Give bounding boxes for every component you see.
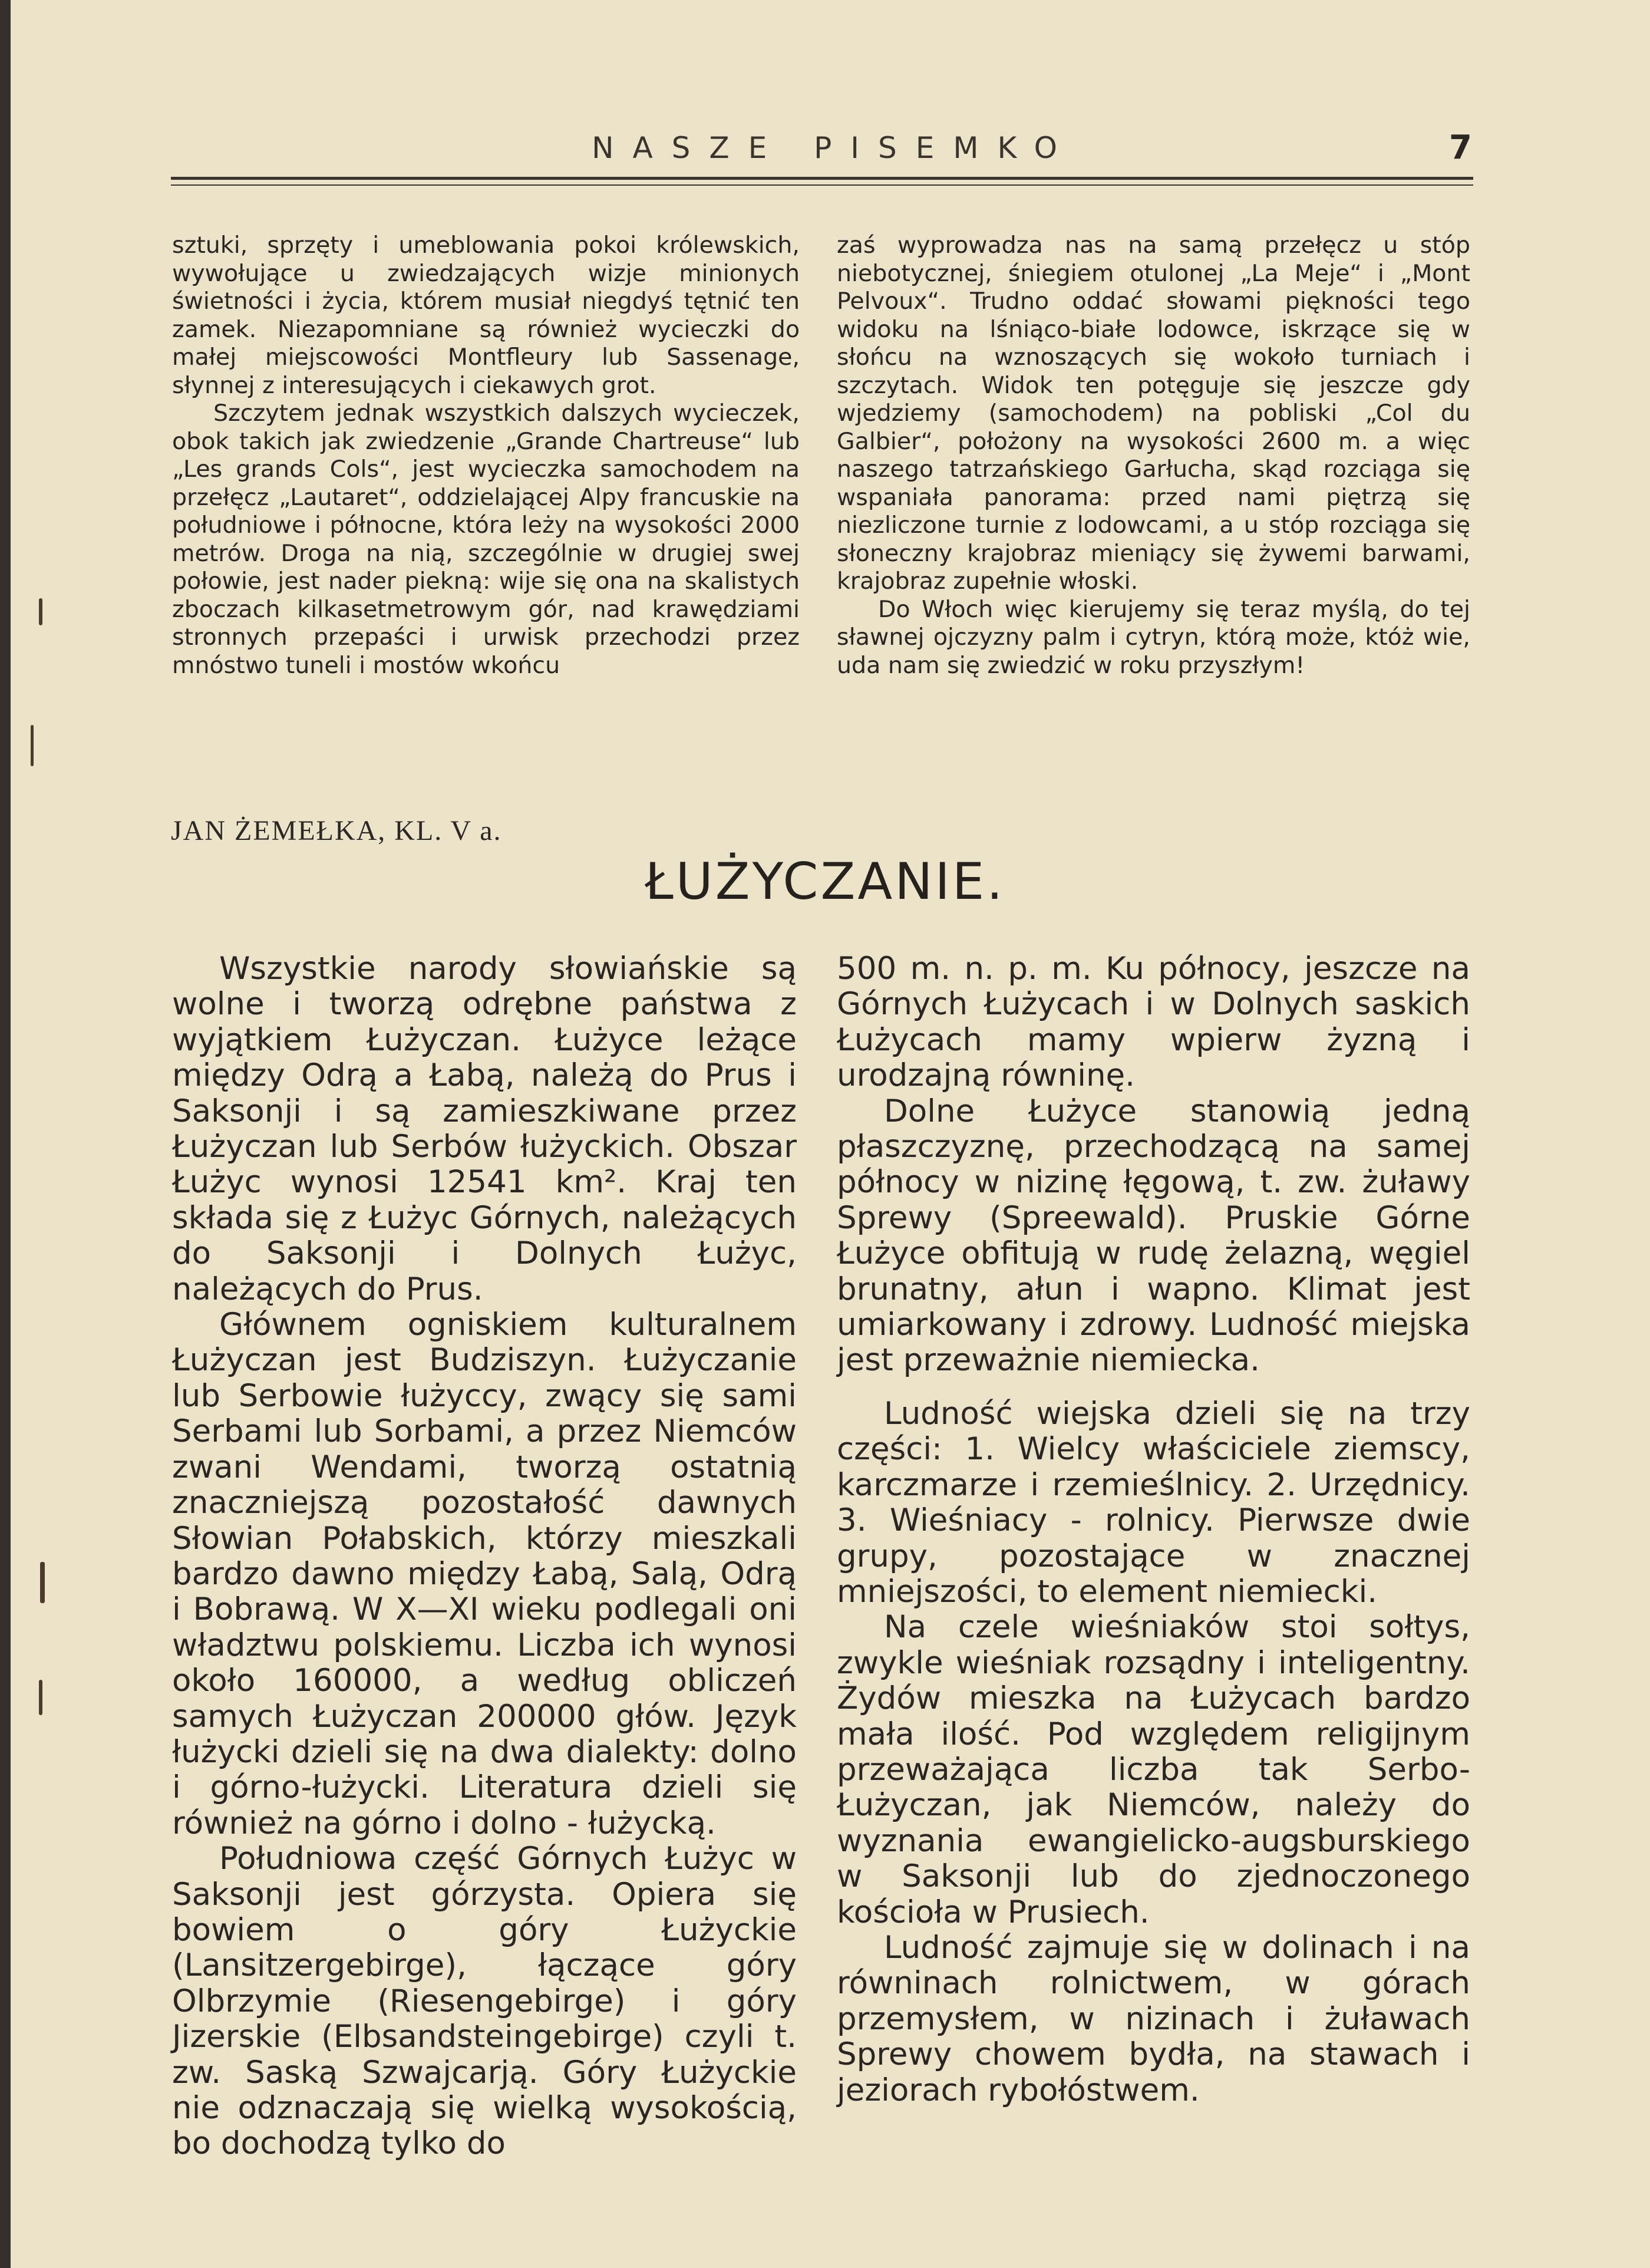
journal-title: NASZE PISEMKO: [592, 131, 1076, 165]
article-byline: JAN ŻEMEŁKA, KL. V a.: [171, 815, 502, 846]
paragraph: Głównem ogniskiem kulturalnem Łużyczan jest Budziszyn. Łużyczanie lub Serbowie łużyccy, zwący się sami Serbami lub Sorbami, a przez Niemców zwani Wendami, tworzą ostatnią znaczniejszą pozostałość dawnych Słowian Połabskich, którzy mieszkali bardzo dawno między Łabą, Salą, Odrą i Bobrawą. W X—XI wieku podlegali oni władztwu polskiemu. Liczba ich wynosi około 160000, a według obliczeń samych Łużyczan 200000 głów. Język łużycki dzieli się na dwa dialekty: dolno i górno-łużycki. Literatura dzieli się również na górno i dolno - łużycką.: [172, 1307, 797, 1841]
top-right-column: [837, 232, 1470, 680]
paragraph: Ludność wiejska dzieli się na trzy części: 1. Wielcy właściciele ziemscy, karczmarze i rzemieślnicy. 2. Urzędnicy. 3. Wieśniacy - rolnicy. Pierwsze dwie grupy, pozostające w znacznej mniejszości, to element niemiecki.: [837, 1395, 1470, 1610]
paragraph: Ludność zajmuje się w dolinach i na równinach rolnictwem, w górach przemysłem, w nizinach i żuławach Sprewy chowem bydła, na stawach i jeziorach rybołóstwem.: [837, 1929, 1470, 2108]
page-number: 7: [1449, 128, 1472, 167]
paragraph: zaś wyprowadza nas na samą przełęcz u stóp niebotycznej, śniegiem otulonej „La Meje“ i „Mont Pelvoux“. Trudno oddać słowami piękności tego widoku na lśniąco-białe lodowce, iskrzące się w słońcu na wznoszących się wokoło turniach i szczytach. Widok ten potęguje się jeszcze gdy wjedziemy (samochodem) na pobliski „Col du Galbier“, położony na wysokości 2600 m. a więc naszego tatrzańskiego Garłucha, skąd rozciąga się wspaniała panorama: przed nami piętrzą się niezliczone turnie z lodowcami, a u stóp rozciąga się słoneczny krajobraz mieniący się żywemi barwami, krajobraz zupełnie włoski.: [837, 232, 1470, 595]
paragraph: Do Włoch więc kierujemy się teraz myślą, do tej sławnej ojczyzny palm i cytryn, którą może, któż wie, uda nam się zwiedzić w roku przyszłym!: [837, 595, 1470, 679]
paragraph: Dolne Łużyce stanowią jedną płaszczyznę, przechodzącą na samej północy w nizinę łęgową, t. zw. żuławy Sprewy (Spreewald). Pruskie Górne Łużyce obfitują w rudę żelazną, węgiel brunatny, ałun i wapno. Klimat jest umiarkowany i zdrowy. Ludność miejska jest przeważnie niemiecka.: [837, 1093, 1470, 1379]
paragraph: Na czele wieśniaków stoi sołtys, zwykle wieśniak rozsądny i inteligentny. Żydów mieszka na Łużycach bardzo mała ilość. Pod względem religijnym przeważająca liczba tak Serbo-Łużyczan, jak Niemców, należy do wyznania ewangielicko-augsburskiego w Saksonji lub do zjednoczonego kościoła w Prusiech.: [837, 1609, 1470, 1930]
running-head: [189, 128, 1485, 178]
top-left-column: [172, 232, 800, 680]
paragraph: Szczytem jednak wszystkich dalszych wycieczek, obok takich jak zwiedzenie „Grande Chartreuse“ lub „Les grands Cols“, jest wycieczka samochodem na przełęcz „Lautaret“, oddzielającej Alpy francuskie na południowe i północne, która leży na wysokości 2000 metrów. Droga na nią, szczególnie w drugiej swej połowie, jest nader piekną: wije się ona na skalistych zboczach kilkasetmetrowym gór, nad krawędziami stronnych przepaści i urwisk przechodzi przez mnóstwo tuneli i mostów wkońcu: [172, 400, 800, 679]
bottom-right-column: [837, 951, 1470, 2108]
header-rule-thick: [171, 177, 1473, 180]
margin-ink-mark: [39, 1680, 42, 1715]
bottom-left-column: [172, 951, 797, 2162]
paragraph: Południowa część Górnych Łużyc w Saksonji jest górzysta. Opiera się bowiem o góry Łużyckie (Lansitzergebirge), łączące góry Olbrzymie (Riesengebirge) i góry Jizerskie (Elbsandsteingebirge) czyli t. zw. Saską Szwajcarją. Góry Łużyckie nie odznaczają się wielką wysokością, bo dochodzą tylko do: [172, 1841, 797, 2162]
page-binding-edge: [0, 0, 11, 2268]
header-rule-thin: [171, 184, 1473, 186]
margin-ink-mark: [31, 725, 34, 766]
margin-ink-mark: [39, 598, 42, 625]
paragraph: Wszystkie narody słowiańskie są wolne i tworzą odrębne państwa z wyjątkiem Łużyczan. Łużyce leżące między Odrą a Łabą, należą do Prus i Saksonji i są zamieszkiwane przez Łużyczan lub Serbów łużyckich. Obszar Łużyc wynosi 12541 km². Kraj ten składa się z Łużyc Górnych, należących do Saksonji i Dolnych Łużyc, należących do Prus.: [172, 951, 797, 1307]
article-title: ŁUŻYCZANIE.: [645, 852, 1005, 911]
paragraph: 500 m. n. p. m. Ku północy, jeszcze na Górnych Łużycach i w Dolnych saskich Łużycach mamy wpierw żyzną i urodzajną równinę.: [837, 951, 1470, 1094]
margin-ink-mark: [40, 1562, 45, 1603]
paragraph: sztuki, sprzęty i umeblowania pokoi królewskich, wywołujące u zwiedzających wizje minionych świetności i życia, którem musiał niegdyś tętnić ten zamek. Niezapomniane są również wycieczki do małej miejscowości Montfleury lub Sassenage, słynnej z interesujących i ciekawych grot.: [172, 232, 800, 399]
